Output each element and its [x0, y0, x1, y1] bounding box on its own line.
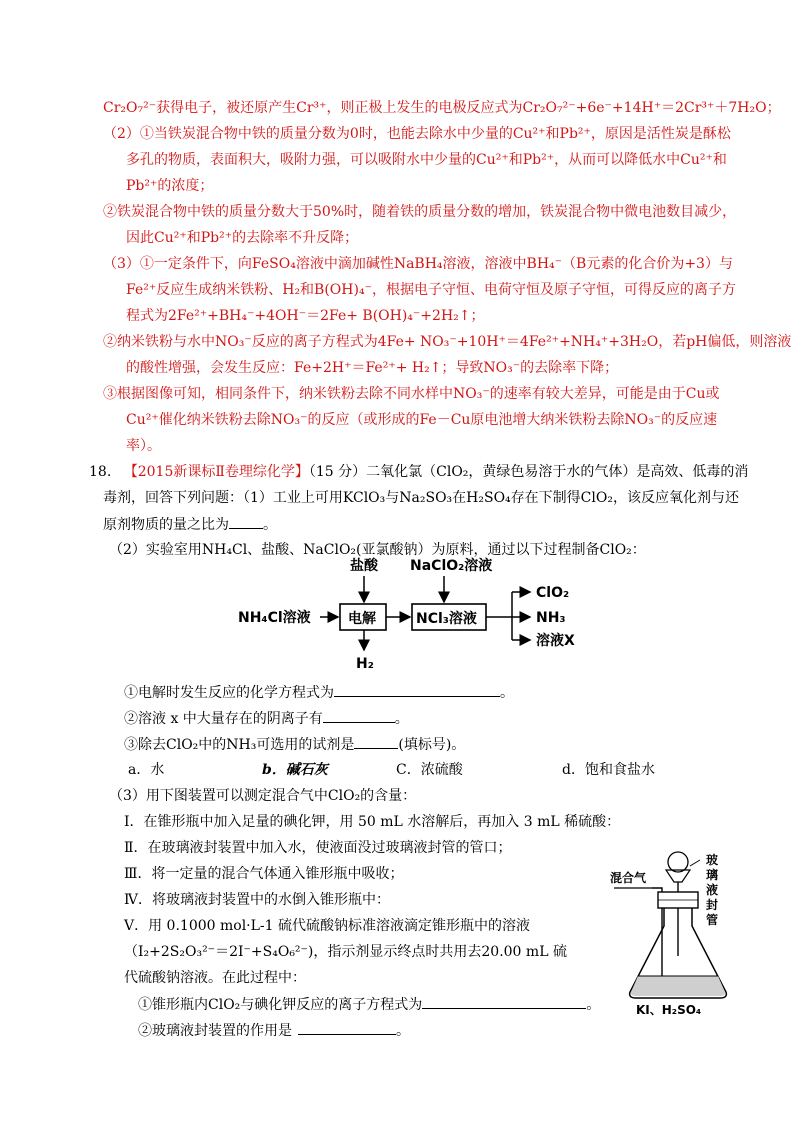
question-text — [103, 514, 277, 535]
seal-label-char: 封 — [706, 898, 719, 912]
part-3-intro: （3）用下图装置可以测定混合气中ClO₂的含量： — [109, 788, 417, 804]
label-hydrochloric-acid: 盐酸 — [350, 558, 378, 574]
sub-question-text: 。 — [394, 711, 409, 727]
sub-question-3 — [124, 734, 465, 755]
apparatus-diagram — [600, 846, 740, 1018]
answer-line: 程式为2Fe²⁺+BH₄⁻+4OH⁻＝2Fe+ B(OH)₄⁻+2H₂↑； — [126, 308, 485, 324]
answer-line: ②纳米铁粉与水中NO₃⁻反应的离子方程式为4Fe+ NO₃⁻+10H⁺＝4Fe²⁺+NH₄⁺+3H₂O，若pH偏低，则溶液 — [103, 334, 792, 350]
option-b: b．碱石灰 — [262, 762, 328, 778]
sub-question-a — [138, 994, 600, 1015]
sub-question-text: (填标号)。 — [398, 737, 466, 753]
answer-line: 多孔的物质，表面积大，吸附力强，可以吸附水中少量的Cu²⁺和Pb²⁺，从而可以降低水中Cu²⁺和 — [126, 152, 727, 168]
answer-line: Fe²⁺反应生成纳米铁粉、H₂和B(OH)₄⁻，根据电子守恒、电荷守恒及原子守恒，可得反应的离子方 — [126, 282, 736, 298]
answer-blank[interactable] — [422, 994, 586, 1009]
option-d: d．饱和食盐水 — [562, 762, 655, 778]
label-clo2: ClO₂ — [536, 585, 570, 601]
question-text-part: 。 — [263, 517, 277, 533]
sub-question-text: ①锥形瓶内ClO₂与碘化钾反应的离子方程式为 — [138, 997, 423, 1013]
flow-diagram — [232, 556, 592, 680]
seal-pointer — [690, 860, 700, 866]
question-text: 毒剂，回答下列问题：（1）工业上可用KClO₃与Na₂SO₃在H₂SO₄存在下制得ClO₂，该反应氧化剂与还 — [103, 490, 739, 506]
step-2: Ⅱ．在玻璃液封装置中加入水，使液面没过玻璃液封管的管口； — [124, 840, 512, 856]
option-a: a．水 — [128, 762, 165, 778]
sub-question-text: ②溶液 x 中大量存在的阴离子有 — [124, 711, 323, 727]
answer-line: ②铁炭混合物中铁的质量分数大于50%时，随着铁的质量分数的增加，铁炭混合物中微电池数目减少， — [103, 204, 737, 220]
seal-label-char: 管 — [706, 913, 719, 927]
step-5-end: 代硫酸钠溶液。在此过程中： — [124, 970, 306, 986]
step-5: Ⅴ．用 0.1000 mol·L-1 硫代硫酸钠标准溶液滴定锥形瓶中的溶液 — [124, 918, 531, 934]
label-h2: H₂ — [356, 656, 374, 672]
answer-line: Cu²⁺催化纳米铁粉去除NO₃⁻的反应（或形成的Fe－Cu原电池增大纳米铁粉去除NO₃⁻的反应速 — [126, 412, 718, 428]
question-text-part: 原剂物质的量之比为 — [103, 517, 229, 533]
answer-blank[interactable] — [229, 514, 263, 529]
answer-blank[interactable] — [323, 708, 395, 723]
answer-line: Cr₂O₇²⁻获得电子，被还原产生Cr³⁺，则正极上发生的电极反应式为Cr₂O₇²⁻+6e⁻+14H⁺＝2Cr³⁺＋7H₂O； — [103, 100, 781, 116]
sub-question-1 — [124, 682, 514, 703]
seal-label-char: 玻 — [706, 853, 719, 867]
sub-question-2 — [124, 708, 409, 729]
question-source: 【2015新课标Ⅱ卷理综化学】 — [123, 464, 309, 480]
sub-question-text: 。 — [396, 1023, 410, 1039]
option-c: C．浓硫酸 — [396, 762, 463, 778]
question-header — [89, 462, 748, 482]
sub-question-text: ②玻璃液封装置的作用是 — [138, 1023, 292, 1039]
sub-question-text: ③除去ClO₂中的NH₃可选用的试剂是 — [124, 737, 355, 753]
label-nh3: NH₃ — [536, 610, 566, 626]
label-solution-x: 溶液X — [536, 633, 575, 649]
step-5-equation: （I₂+2S₂O₃²⁻＝2I⁻+S₄O₆²⁻)，指示剂显示终点时共用去20.00 mL 硫 — [124, 944, 567, 960]
step-3: Ⅲ．将一定量的混合气体通入锥形瓶中吸收； — [124, 866, 404, 882]
label-ki-h2so4: KI、H₂SO₄ — [636, 1003, 702, 1017]
step-4: Ⅳ．将玻璃液封装置中的水倒入锥形瓶中： — [124, 892, 390, 908]
question-number: 18. — [89, 464, 112, 480]
answer-line: （2）①当铁炭混合物中铁的质量分数为0时，也能去除水中少量的Cu²⁺和Pb²⁺，原因是活性炭是酥松 — [103, 126, 731, 142]
label-nh4cl-solution: NH₄Cl溶液 — [238, 610, 311, 626]
sub-question-text: 。 — [500, 685, 514, 701]
answer-line: Pb²⁺的浓度； — [126, 178, 214, 194]
part-2-intro: （2）实验室用NH₄Cl、盐酸、NaClO₂(亚氯酸钠）为原料，通过以下过程制备ClO₂： — [109, 542, 646, 558]
sub-question-text: ①电解时发生反应的化学方程式为 — [124, 685, 334, 701]
seal-bulb — [668, 852, 688, 872]
answer-blank[interactable] — [334, 682, 500, 697]
answer-line: ③根据图像可知，相同条件下，纳米铁粉去除不同水样中NO₃⁻的速率有较大差异，可能是由于Cu或 — [103, 386, 720, 402]
question-text: （15 分）二氧化氯（ClO₂，黄绿色易溶于水的气体）是高效、低毒的消 — [308, 464, 749, 480]
flask-liquid — [631, 976, 725, 996]
seal-label-char: 液 — [706, 883, 719, 897]
answer-line: 的酸性增强，会发生反应：Fe+2H⁺＝Fe²⁺+ H₂↑；导致NO₃⁻的去除率下降； — [126, 360, 619, 376]
seal-label-char: 璃 — [706, 868, 719, 882]
answer-line: 率）。 — [126, 438, 161, 454]
box-electrolysis-label: 电解 — [348, 611, 376, 627]
answer-line: 因此Cu²⁺和Pb²⁺的去除率不升反降； — [126, 230, 359, 246]
box-ncl3-label: NCl₃溶液 — [416, 611, 477, 627]
answer-line: （3）①一定条件下，向FeSO₄溶液中滴加碱性NaBH₄溶液，溶液中BH₄⁻（B元素的化合价为+3）与 — [103, 256, 733, 272]
label-naclo2-solution: NaClO₂溶液 — [410, 558, 493, 574]
answer-blank[interactable] — [298, 1020, 396, 1035]
label-mixed-gas: 混合气 — [610, 871, 647, 885]
sub-question-text: 。 — [586, 997, 601, 1013]
sub-question-b — [138, 1020, 410, 1041]
step-1: Ⅰ．在锥形瓶中加入足量的碘化钾，用 50 mL 水溶解后，再加入 3 mL 稀硫酸： — [124, 814, 621, 830]
answer-blank[interactable] — [354, 734, 398, 749]
